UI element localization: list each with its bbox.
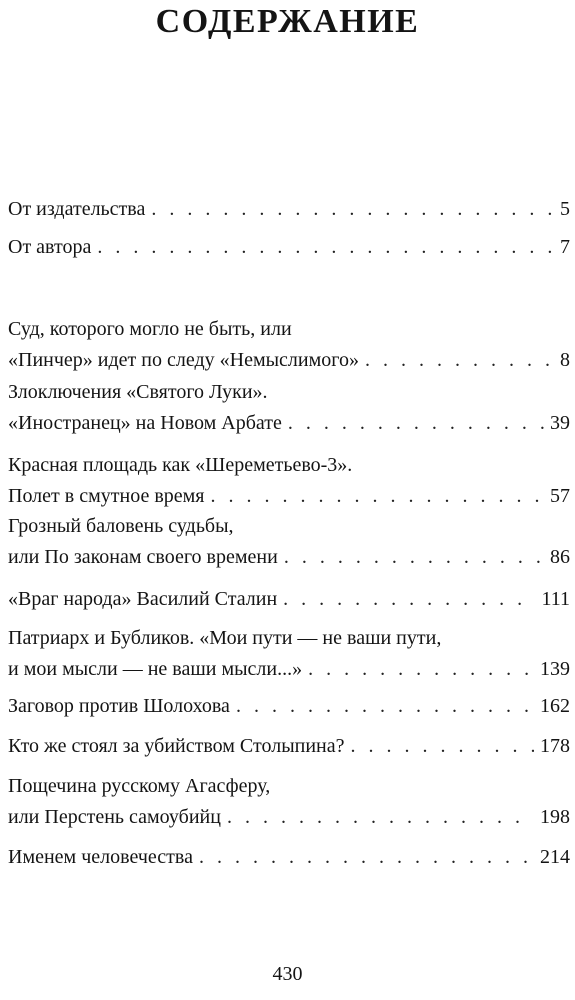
toc-entry-title-continued: «Пинчер» идет по следу «Немыслимого» [8,349,359,371]
toc-line [8,232,570,263]
toc-line [8,691,570,722]
toc-entry-title: «Враг народа» Василий Сталин [8,588,278,610]
toc-entry [8,377,570,439]
toc-entry-page: 111 [541,588,570,610]
dot-leader [211,481,545,512]
toc-line [8,842,570,873]
toc-entry-page: 57 [550,485,570,507]
dot-leader [284,542,544,573]
toc-entry-title-continued: и мои мысли — не ваши мысли...» [8,658,303,680]
toc-line [8,623,570,654]
toc-entry [8,623,570,685]
toc-line [8,408,570,439]
page-title: СОДЕРЖАНИЕ [155,3,420,40]
toc-line [8,481,570,512]
toc-entry-title: Пощечина русскому Агасферу, [8,775,271,797]
toc-entry-page: 214 [540,846,570,868]
toc-entry [8,584,570,615]
dot-leader [365,345,554,376]
toc-entry [8,842,570,873]
toc-entry-page: 7 [560,236,570,258]
toc-entry-title-continued: или Перстень самоубийц [8,806,221,828]
toc-line [8,542,570,573]
toc-entry [8,511,570,573]
dot-leader [308,654,534,685]
toc-entry [8,691,570,722]
toc-line [8,802,570,833]
toc-entry-title: Кто же стоял за убийством Столыпина? [8,735,345,757]
toc-line [8,771,570,802]
dot-leader [97,232,554,263]
dot-leader [283,584,535,615]
toc-entry-title: От автора [8,236,92,258]
toc-line [8,731,570,762]
toc-entry [8,731,570,762]
toc-line [8,450,570,481]
toc-entry-page: 5 [560,198,570,220]
toc-line [8,345,570,376]
toc-line [8,654,570,685]
toc-entry [8,194,570,225]
toc-entry-title: Суд, которого могло не быть, или [8,318,292,340]
dot-leader [288,408,544,439]
toc-line [8,584,570,615]
toc-entry-title: Заговор против Шолохова [8,695,230,717]
toc-line [8,377,570,408]
toc-entry-title-continued: или По законам своего времени [8,546,278,568]
toc-entry-title-continued: Полет в смутное время [8,485,205,507]
toc-entry-title-continued: «Иностранец» на Новом Арбате [8,412,282,434]
toc-entry-title: Злоключения «Святого Луки». [8,381,268,403]
toc-entry-title: От издательства [8,198,146,220]
toc-line [8,511,570,542]
toc-entry-title: Красная площадь как «Шереметьево-3». [8,454,353,476]
toc-line [8,314,570,345]
toc-entry [8,771,570,833]
toc-entry-page: 198 [540,806,570,828]
toc-entry [8,232,570,263]
page-number: 430 [272,963,303,985]
dot-leader [351,731,534,762]
toc-entry [8,314,570,376]
toc-entry-title: Именем человечества [8,846,193,868]
dot-leader [199,842,534,873]
toc-entry-title: Грозный баловень судьбы, [8,515,234,537]
toc-entry-page: 8 [560,349,570,371]
toc-entry-title: Патриарх и Бубликов. «Мои пути — не ваши пути, [8,627,442,649]
dot-leader [227,802,534,833]
toc-entry-page: 178 [540,735,570,757]
dot-leader [151,194,554,225]
toc-entry [8,450,570,512]
toc-entry-page: 162 [540,695,570,717]
toc-entry-page: 86 [550,546,570,568]
dot-leader [236,691,534,722]
toc-entry-page: 39 [550,412,570,434]
toc-entry-page: 139 [540,658,570,680]
toc-line [8,194,570,225]
